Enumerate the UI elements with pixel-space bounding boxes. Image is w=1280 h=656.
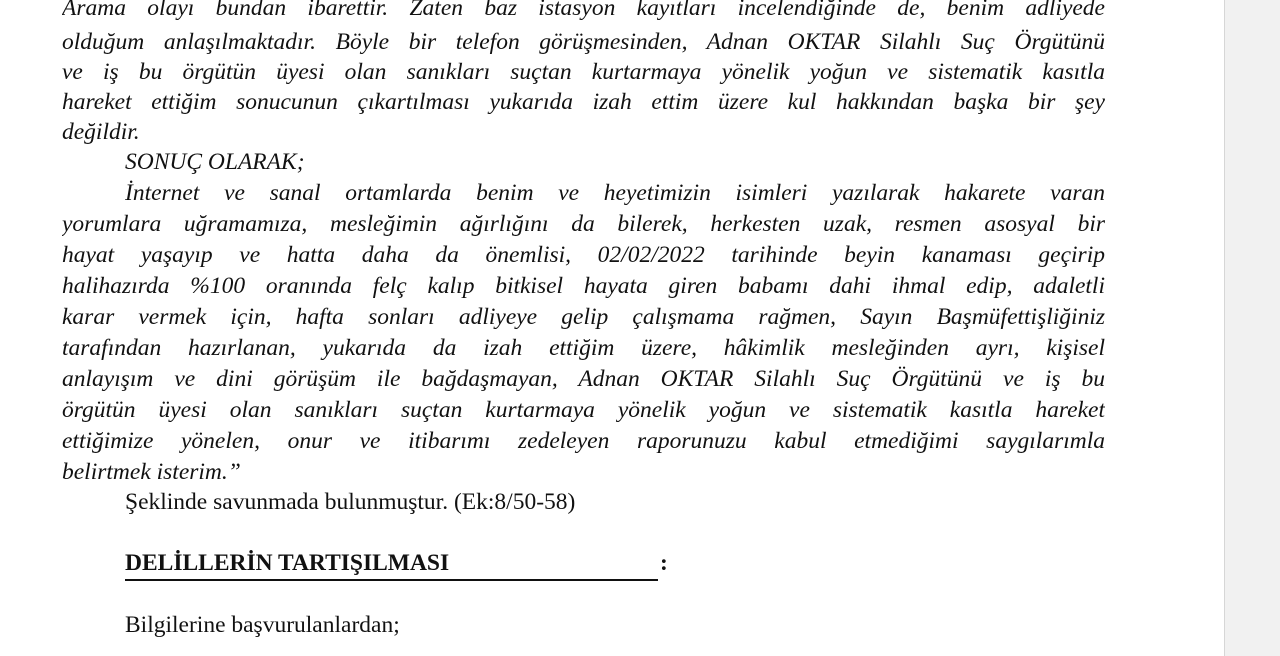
paragraph-line: ve iş bu örgütün üyesi olan sanıkları suçtan kurtarmaya yönelik yoğun ve sistematik kasıtla [62,59,1105,85]
section-heading [125,548,668,581]
section-heading-colon: : [660,550,668,576]
paragraph-line: olduğum anlaşılmaktadır. Böyle bir telefon görüşmesinden, Adnan OKTAR Silahlı Suç Örgütünü [62,29,1105,55]
conclusion-label: SONUÇ OLARAK; [125,149,305,175]
intro-text: Bilgilerine başvurulanlardan; [125,612,400,638]
paragraph-line: Arama olayı bundan ibarettir. Zaten baz istasyon kayıtları incelendiğinde de, benim adliyede [62,0,1105,21]
defense-note: Şeklinde savunmada bulunmuştur. (Ek:8/50-58) [125,489,576,515]
paragraph-line: örgütün üyesi olan sanıkları suçtan kurtarmaya yönelik yoğun ve sistematik kasıtla hareket [62,397,1105,423]
paragraph-line: İnternet ve sanal ortamlarda benim ve heyetimizin isimleri yazılarak hakarete varan [125,180,1105,206]
paragraph-line: halihazırda %100 oranında felç kalıp bitkisel hayata giren babamı dahi ihmal edip, adaletli [62,273,1105,299]
paragraph-line: yorumlara uğramamıza, mesleğimin ağırlığını da bilerek, herkesten uzak, resmen asosyal bir [62,211,1105,237]
paragraph-line: hayat yaşayıp ve hatta daha da önemlisi, 02/02/2022 tarihinde beyin kanaması geçirip [62,242,1105,268]
window-side-gutter [1224,0,1280,656]
paragraph-line: ettiğimize yönelen, onur ve itibarımı zedeleyen raporunuzu kabul etmediğimi saygılarımla [62,428,1105,454]
paragraph-line: tarafından hazırlanan, yukarıda da izah ettiğim üzere, hâkimlik mesleğinden ayrı, kişisel [62,335,1105,361]
paragraph-line: karar vermek için, hafta sonları adliyeye gelip çalışmama rağmen, Sayın Başmüfettişliğiniz [62,304,1105,330]
section-heading-title: DELİLLERİN TARTIŞILMASI [125,548,658,581]
paragraph-line: değildir. [62,119,140,145]
paragraph-line: anlayışım ve dini görüşüm ile bağdaşmayan, Adnan OKTAR Silahlı Suç Örgütünü ve iş bu [62,366,1105,392]
paragraph-line: belirtmek isterim.” [62,459,241,485]
paragraph-line: hareket ettiğim sonucunun çıkartılması yukarıda izah ettim üzere kul hakkından başka bir şey [62,89,1105,115]
